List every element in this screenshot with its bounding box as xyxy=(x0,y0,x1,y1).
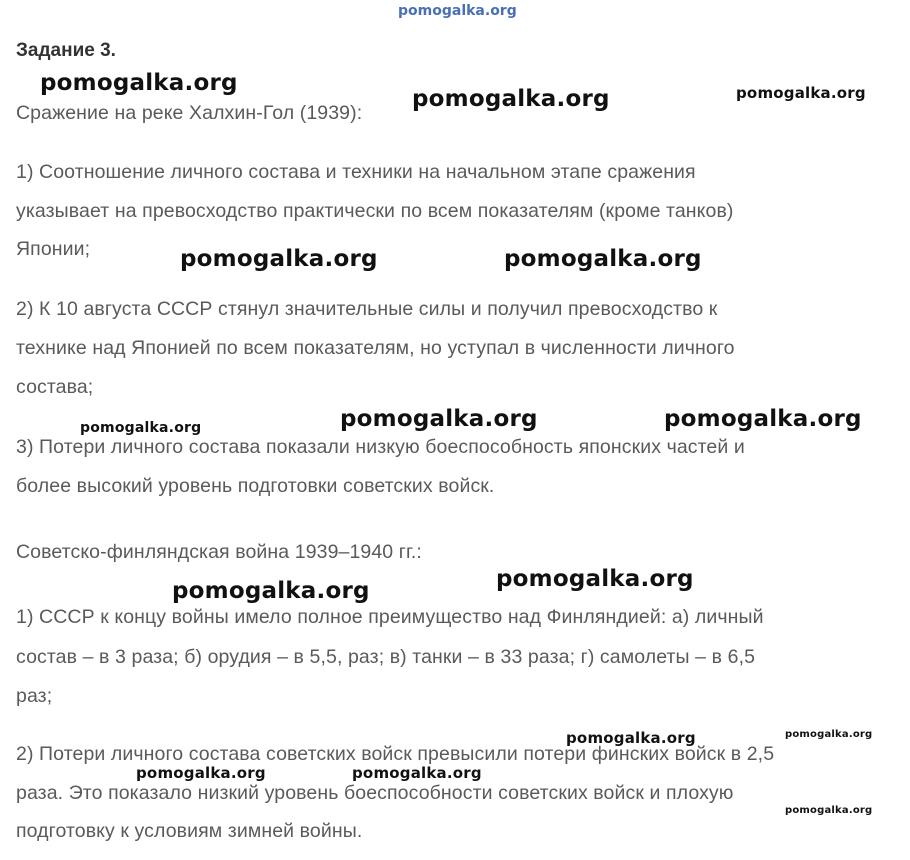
section-heading-khalkhin-gol: Сражение на реке Халхин-Гол (1939): xyxy=(16,102,363,124)
task-title: Задание 3. xyxy=(16,40,116,61)
watermark: pomogalka.org xyxy=(496,566,694,592)
watermark: pomogalka.org xyxy=(40,70,238,96)
text-line: технике над Японией по всем показателям, но уступал в численности личного xyxy=(16,337,735,359)
text-line: подготовку к условиям зимней войны. xyxy=(16,820,363,842)
section-heading-winter-war: Советско-финляндская война 1939–1940 гг.: xyxy=(16,541,422,563)
watermark: pomogalka.org xyxy=(340,406,538,432)
text-line: 1) СССР к концу войны имело полное преимущество над Финляндией: а) личный xyxy=(16,606,764,628)
text-line: состава; xyxy=(16,376,94,398)
watermark: pomogalka.org xyxy=(504,246,702,272)
watermark: pomogalka.org xyxy=(80,420,202,436)
watermark: pomogalka.org xyxy=(398,3,517,19)
watermark: pomogalka.org xyxy=(412,86,610,112)
watermark: pomogalka.org xyxy=(785,729,873,740)
text-line: 1) Соотношение личного состава и техники на начальном этапе сражения xyxy=(16,161,696,183)
watermark: pomogalka.org xyxy=(180,246,378,272)
watermark: pomogalka.org xyxy=(136,764,266,782)
text-line: более высокий уровень подготовки советских войск. xyxy=(16,475,495,497)
watermark: pomogalka.org xyxy=(566,729,696,747)
text-line: 2) К 10 августа СССР стянул значительные силы и получил превосходство к xyxy=(16,298,718,320)
text-line: раза. Это показало низкий уровень боеспособности советских войск и плохую xyxy=(16,782,734,804)
watermark: pomogalka.org xyxy=(785,805,873,816)
watermark: pomogalka.org xyxy=(736,84,866,102)
text-line: Японии; xyxy=(16,238,91,260)
watermark: pomogalka.org xyxy=(172,578,370,604)
text-line: состав – в 3 раза; б) орудия – в 5,5, раз; в) танки – в 33 раза; г) самолеты – в 6,5 xyxy=(16,646,756,668)
text-line: 3) Потери личного состава показали низкую боеспособность японских частей и xyxy=(16,436,745,458)
text-line: раз; xyxy=(16,685,53,707)
watermark: pomogalka.org xyxy=(352,764,482,782)
text-line: указывает на превосходство практически по всем показателям (кроме танков) xyxy=(16,200,734,222)
text-line: 2) Потери личного состава советских войск превысили потери финских войск в 2,5 xyxy=(16,743,775,765)
watermark: pomogalka.org xyxy=(664,406,862,432)
